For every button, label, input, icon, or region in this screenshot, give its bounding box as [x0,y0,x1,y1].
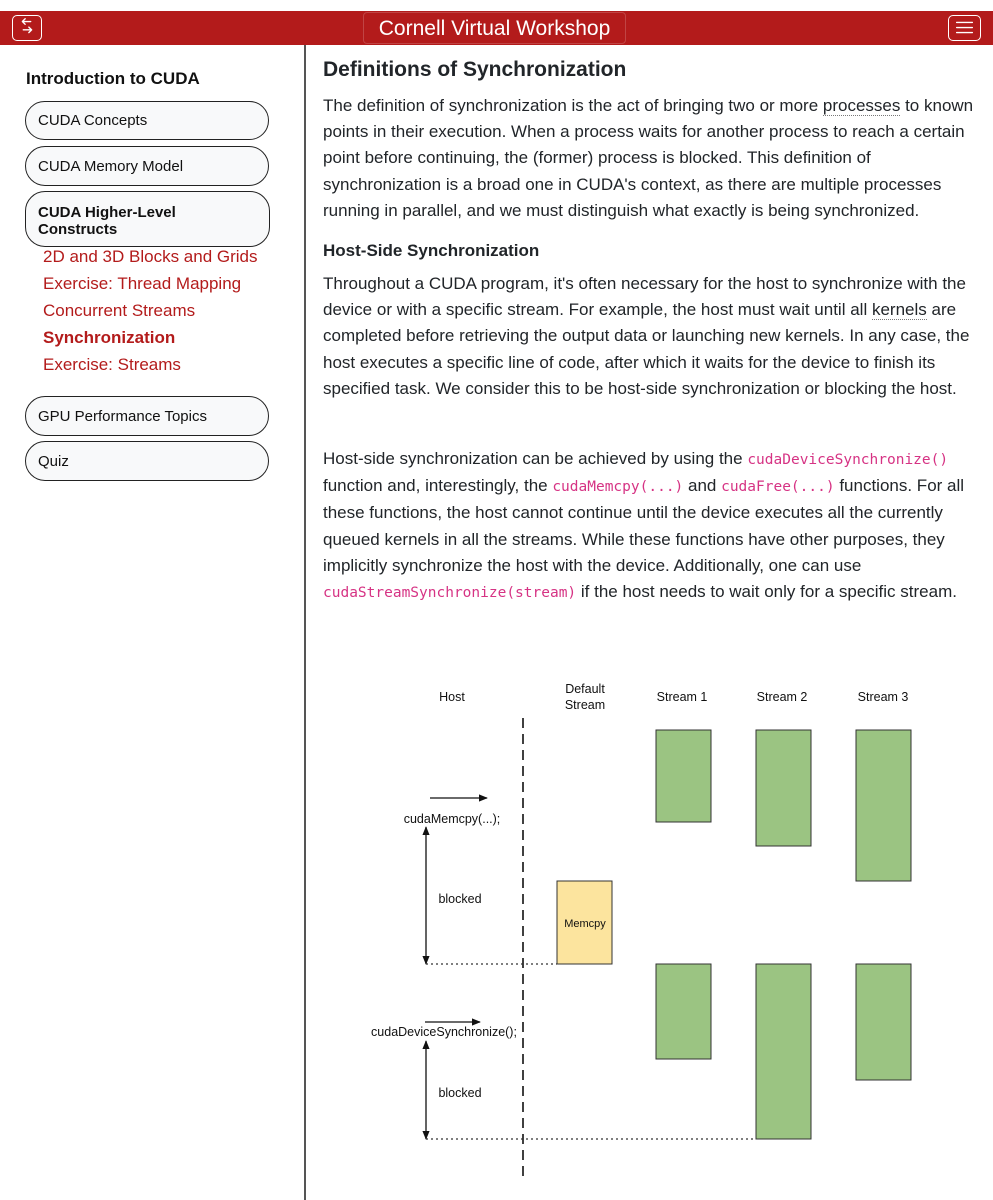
stream2-kernel-b [756,964,811,1139]
default-stream-label-1: Default [565,682,605,696]
sidebar-subitem-thread-mapping[interactable]: Exercise: Thread Mapping [43,274,242,293]
blocked-label-2: blocked [438,1086,482,1100]
intro-text-cont: to known points in their execution. When a process waits for another process to reach a certain point before continuing, the (former) process is blocked. This definition of synchronization is a broad one in CUDA's context, as there are multiple processes running in parallel, and we must distinguish what exactly is being synchronized. [323,96,974,220]
menu-button[interactable] [948,15,981,41]
stream1-kernel-b [656,964,711,1059]
host-sync-text-cont: are completed before retrieving the output data or launching new kernels. In any case, the host executes a specific line of code, after which it waits for the device to finish its specified task. We consider this to be host-side synchronization or blocking the host. [323,300,970,398]
intro-text: The definition of synchronization is the act of bringing two or more [323,96,823,115]
paragraph-text: and [683,476,722,496]
sidebar-item-gpu-performance[interactable] [25,396,269,436]
sidebar-item-label: CUDA Higher-Level Constructs [38,204,176,238]
sidebar-item-cuda-higher-level-constructs[interactable] [25,191,270,247]
sidebar-item-label: Quiz [38,452,69,470]
paragraph-text: functions. For all these functions, the host cannot continue until the device executes all the currently queued kernels in all the streams. While these functions have other purposes, they implicitly synchronize the host with the device. Additionally, one can use [323,476,965,575]
hamburger-menu-icon [949,16,980,40]
code-free: cudaFree(...) [721,479,835,496]
intro-paragraph [323,93,988,224]
stream3-kernel-b [856,964,911,1080]
sidebar-item-quiz[interactable] [25,441,269,481]
stream3-label: Stream 3 [857,690,909,704]
synchronization-diagram [360,670,990,1190]
page-title: Definitions of Synchronization [323,58,627,81]
paragraph-text: Host-side synchronization can be achieved by using the [323,449,748,468]
stream2-label: Stream 2 [756,690,808,704]
kernels-glossary-term[interactable]: kernels [871,300,927,320]
blocked-label-1: blocked [438,892,482,906]
sidebar-subitem-concurrent-streams[interactable]: Concurrent Streams [43,301,196,320]
sidebar-item-label: CUDA Concepts [38,112,148,129]
sidebar-item-cuda-memory-model[interactable] [25,146,269,186]
host-sync-paragraph [323,271,988,402]
sidebar-item-cuda-concepts[interactable] [25,101,269,140]
sidebar-item-label: GPU Performance Topics [38,407,207,425]
site-title[interactable]: Cornell Virtual Workshop [363,12,626,44]
stream1-kernel-a [656,730,711,822]
course-title: Introduction to CUDA [26,69,200,88]
paragraph-text: if the host needs to wait only for a specific stream. [576,582,957,602]
processes-glossary-term[interactable]: processes [822,96,901,115]
sidebar-subitem-blocks-grids[interactable]: 2D and 3D Blocks and Grids [43,247,258,266]
default-stream-label-2: Stream [564,698,606,712]
device-sync-call-label: cudaDeviceSynchronize(); [371,1025,517,1039]
stream3-kernel-a [856,730,911,881]
code-memcpy: cudaMemcpy(...) [552,479,684,496]
paragraph-text: function and, interestingly, the [323,476,553,496]
stream1-label: Stream 1 [656,690,708,704]
stream2-kernel-a [756,730,811,846]
sidebar-divider [304,45,306,1200]
sidebar-subitem-synchronization[interactable]: Synchronization [43,328,176,347]
swap-arrows-icon [13,16,41,40]
back-button[interactable] [12,15,42,41]
top-navigation-bar [0,11,993,45]
sidebar-subitem-exercise-streams[interactable]: Exercise: Streams [43,355,181,374]
section-heading: Host-Side Synchronization [323,241,540,260]
host-column-label: Host [439,690,465,704]
memcpy-call-label: cudaMemcpy(...); [403,812,501,826]
host-sync-text: Throughout a CUDA program, it's often necessary for the host to synchronize with the device or with a specific stream. For example, the host must wait until all [323,274,966,320]
memcpy-box-label: Memcpy [564,918,606,930]
code-device-synchronize: cudaDeviceSynchronize() [747,452,949,468]
code-stream-synchronize: cudaStreamSynchronize(stream) [323,585,577,602]
sync-functions-paragraph [323,446,988,606]
sidebar-item-label: CUDA Memory Model [38,157,184,175]
